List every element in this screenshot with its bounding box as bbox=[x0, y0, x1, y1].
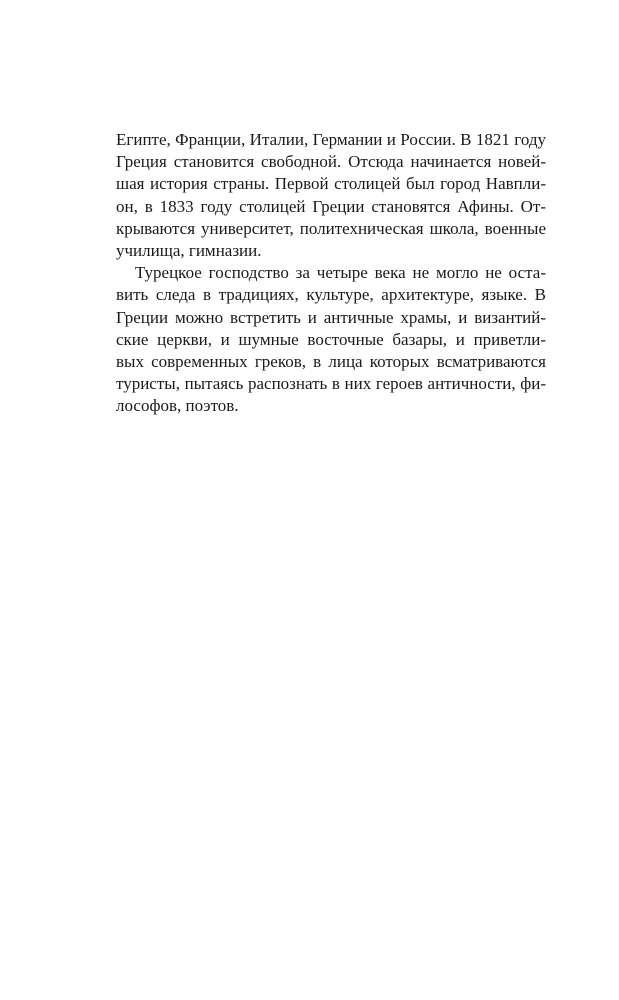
text-line: Греция становится свободной. Отсюда начинается новей- bbox=[116, 152, 546, 172]
text-line: ские церкви, и шумные восточные базары, и приветли- bbox=[116, 329, 546, 349]
paragraph bbox=[116, 262, 546, 417]
body-text bbox=[116, 129, 546, 417]
text-line: Турецкое господство за четыре века не могло не оста- bbox=[135, 263, 546, 283]
text-line: лософов, поэтов. bbox=[116, 396, 239, 416]
paragraph bbox=[116, 129, 546, 262]
text-line: он, в 1833 году столицей Греции становятся Афины. От- bbox=[116, 196, 546, 216]
text-line: училища, гимназии. bbox=[116, 240, 262, 260]
text-line: Греции можно встретить и античные храмы, и византий- bbox=[116, 307, 546, 327]
text-line: туристы, пытаясь распознать в них героев античности, фи- bbox=[116, 374, 546, 394]
text-line: шая история страны. Первой столицей был город Навпли- bbox=[116, 174, 546, 194]
text-line: вых современных греков, в лица которых всматриваются bbox=[116, 351, 546, 371]
text-line: крываются университет, политехническая школа, военные bbox=[116, 218, 546, 238]
text-line: Египте, Франции, Италии, Германии и России. В 1821 году bbox=[116, 130, 546, 149]
text-line: вить следа в традициях, культуре, архитектуре, языке. В bbox=[116, 285, 546, 305]
